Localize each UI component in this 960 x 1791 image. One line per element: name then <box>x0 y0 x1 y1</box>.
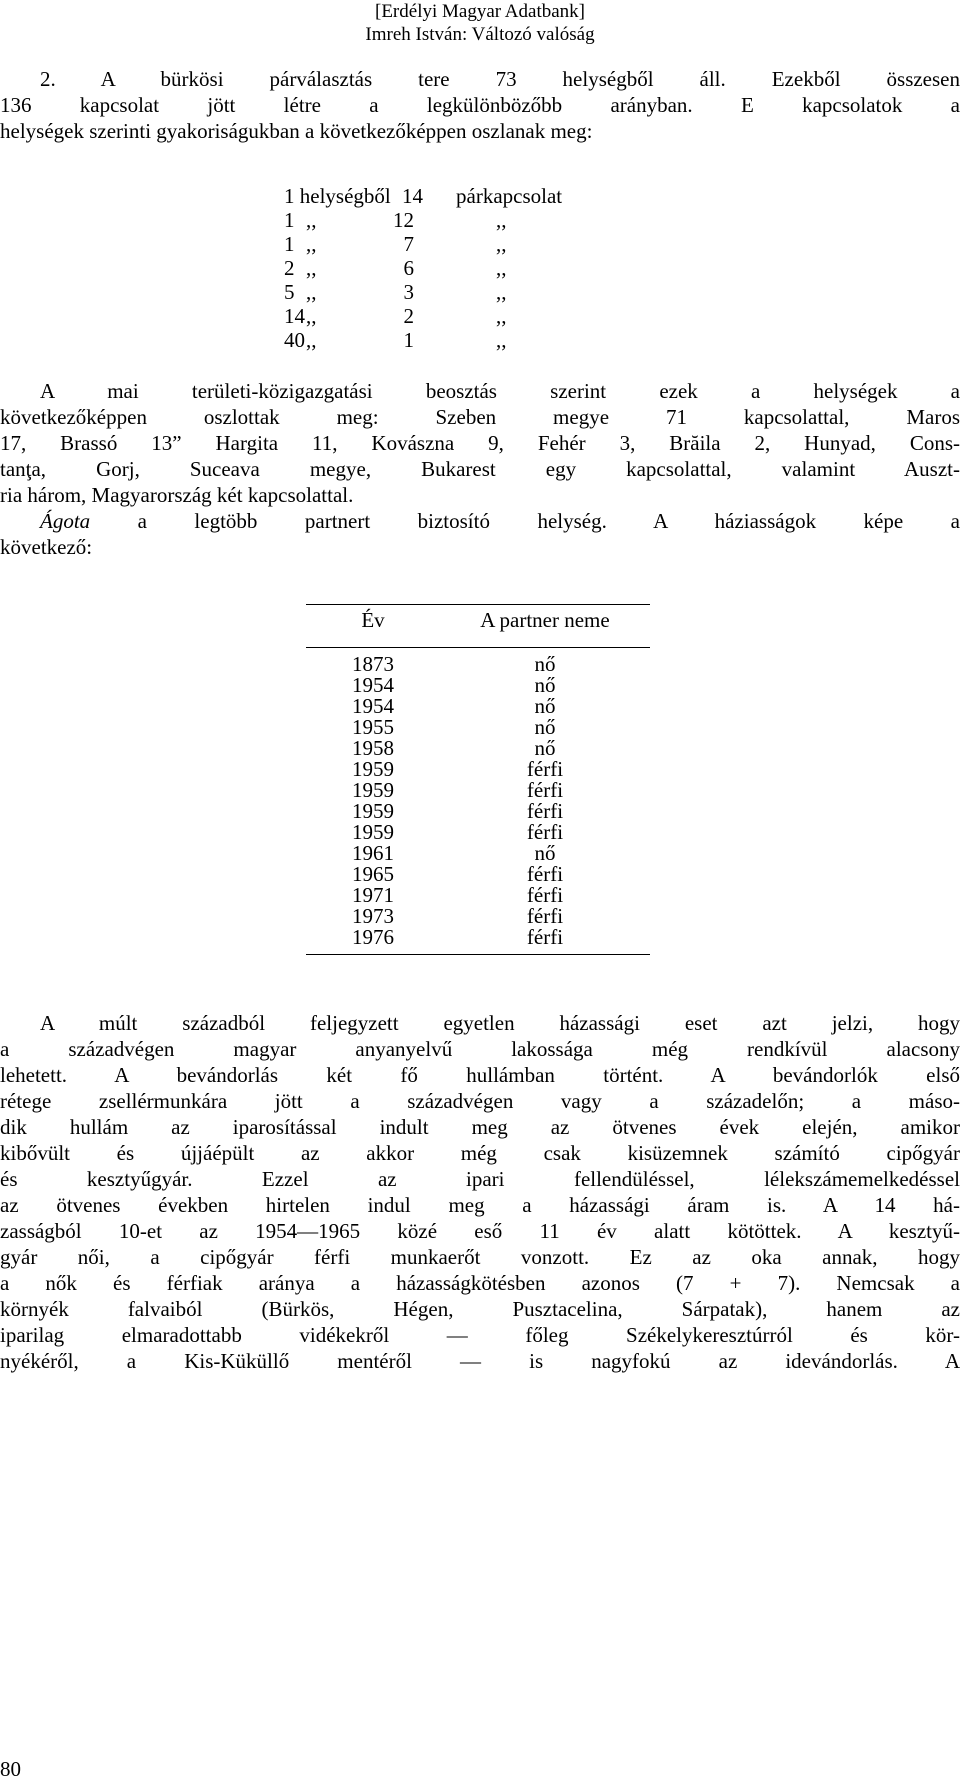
table-cell-year: 1976 <box>352 925 394 949</box>
ditto-mark: ,, <box>306 256 317 280</box>
frequency-row <box>0 232 960 256</box>
frequency-links: 14 <box>402 184 423 208</box>
table-cell-sex: nő <box>534 652 556 676</box>
table-cell-sex: nő <box>534 736 556 760</box>
table-cell-year: 1954 <box>352 694 394 718</box>
text-line: 136 kapcsolat jött létre a legkülönbözőbb arányban. E kapcsolatok a <box>0 93 960 117</box>
text-line: helységek szerinti gyakoriságukban a következőképpen oszlanak meg: <box>0 119 593 143</box>
text-line: iparilag elmaradottabb vidékekről — főleg Székelykeresztúrról és kör- <box>0 1323 960 1347</box>
page-header <box>0 0 960 46</box>
table-cell-sex: férfi <box>526 904 564 928</box>
frequency-row <box>0 208 960 232</box>
frequency-row <box>0 280 960 304</box>
frequency-count: 5 <box>284 280 295 304</box>
table-top-rule <box>306 604 650 605</box>
text-line: következőképpen oszlottak meg: Szeben megye 71 kapcsolattal, Maros <box>0 405 960 429</box>
paragraph-4 <box>0 1010 960 1374</box>
column-header-year: Év <box>361 608 385 632</box>
table-header-rule <box>306 647 650 648</box>
table-cell-year: 1954 <box>352 673 394 697</box>
frequency-header <box>0 184 960 208</box>
frequency-row <box>0 304 960 328</box>
table-cell-year: 1959 <box>352 820 394 844</box>
table-bottom-rule <box>306 954 650 955</box>
table-cell-sex: férfi <box>526 862 564 886</box>
text-line: gyár női, a cipőgyár férfi munkaerőt vonzott. Ez az oka annak, hogy <box>0 1245 960 1269</box>
column-header-sex: A partner neme <box>480 608 610 632</box>
frequency-count: 1 helységből <box>284 184 391 208</box>
frequency-count: 1 <box>284 208 295 232</box>
table-cell-year: 1873 <box>352 652 394 676</box>
table-cell-sex: nő <box>534 841 556 865</box>
ditto-mark: ,, <box>496 328 507 352</box>
frequency-links: 6 <box>403 256 414 280</box>
text-line: kibővült és újjáépült az akkor még csak kisüzemnek számító cipőgyár <box>0 1141 960 1165</box>
ditto-mark: ,, <box>496 304 507 328</box>
table-cell-year: 1959 <box>352 757 394 781</box>
paragraph-2 <box>0 378 960 508</box>
text-line: A mai területi-közigazgatási beosztás szerint ezek a helységek a <box>40 379 960 403</box>
table-cell-year: 1959 <box>352 799 394 823</box>
frequency-count: 2 <box>284 256 295 280</box>
text-line <box>0 508 960 534</box>
table-cell-sex: férfi <box>526 925 564 949</box>
frequency-count: 40 <box>284 328 305 352</box>
text-line: dik hullám az iparosítással indult meg az ötvenes évek elején, amikor <box>0 1115 960 1139</box>
text-line: nyékéről, a Kis-Küküllő mentéről — is nagyfokú az idevándorlás. A <box>0 1349 960 1373</box>
table-cell-sex: férfi <box>526 883 564 907</box>
frequency-links: 2 <box>403 304 414 328</box>
text-line: rétege zsellérmunkára jött a századvégen vagy a századelőn; a máso- <box>0 1089 960 1113</box>
text-line: a századvégen magyar anyanyelvű lakossága még rendkívül alacsony <box>0 1037 960 1061</box>
table-cell-year: 1959 <box>352 778 394 802</box>
ditto-mark: ,, <box>306 304 317 328</box>
ditto-mark: ,, <box>306 328 317 352</box>
table-cell-sex: nő <box>534 694 556 718</box>
text-line: és kesztyűgyár. Ezzel az ipari fellendüléssel, lélekszámemelkedéssel <box>0 1167 960 1191</box>
text-line: a nők és férfiak aránya a házasságkötésben azonos (7 + 7). Nemcsak a <box>0 1271 960 1295</box>
table-cell-year: 1973 <box>352 904 394 928</box>
text-line: 17, Brassó 13” Hargita 11, Kovászna 9, Fehér 3, Brăila 2, Hunyad, Cons- <box>0 431 960 455</box>
text-line: környék falvaiból (Bürkös, Hégen, Pusztacelina, Sárpatak), hanem az <box>0 1297 960 1321</box>
text-line: zasságból 10-et az 1954—1965 közé eső 11 év alatt kötöttek. A kesztyű- <box>0 1219 960 1243</box>
ditto-mark: ,, <box>496 232 507 256</box>
text-line: következő: <box>0 535 93 559</box>
table-cell-year: 1965 <box>352 862 394 886</box>
frequency-links: 12 <box>393 208 414 232</box>
paragraph-3 <box>0 508 960 560</box>
table-cell-sex: férfi <box>526 778 564 802</box>
text-run: a legtöbb partnert biztosító helység. A háziasságok képe a <box>137 509 960 533</box>
text-line: lehetett. A bevándorlás két fő hullámban történt. A bevándorlók első <box>0 1063 960 1087</box>
frequency-links: 3 <box>403 280 414 304</box>
table-cell-sex: férfi <box>526 757 564 781</box>
frequency-links: 1 <box>403 328 414 352</box>
table-cell-sex: férfi <box>526 820 564 844</box>
ditto-mark: ,, <box>306 208 317 232</box>
ditto-mark: ,, <box>496 280 507 304</box>
italic-place: Ágota <box>40 509 91 533</box>
page-number: 80 <box>0 1757 21 1781</box>
frequency-count: 14 <box>284 304 305 328</box>
header-source: [Erdélyi Magyar Adatbank] <box>375 1 585 22</box>
table-cell-year: 1961 <box>352 841 394 865</box>
table-cell-sex: nő <box>534 715 556 739</box>
ditto-mark: ,, <box>306 280 317 304</box>
table-cell-year: 1958 <box>352 736 394 760</box>
table-cell-year: 1971 <box>352 883 394 907</box>
table-cell-year: 1955 <box>352 715 394 739</box>
table-cell-sex: nő <box>534 673 556 697</box>
text-line: tanţa, Gorj, Suceava megye, Bukarest egy kapcsolattal, valamint Auszt- <box>0 457 960 481</box>
table-cell-sex: férfi <box>526 799 564 823</box>
ditto-mark: ,, <box>306 232 317 256</box>
ditto-mark: ,, <box>496 256 507 280</box>
frequency-list <box>0 184 960 352</box>
header-title: Imreh István: Változó valóság <box>365 24 595 45</box>
frequency-label: párkapcsolat <box>456 184 563 208</box>
ditto-mark: ,, <box>496 208 507 232</box>
frequency-links: 7 <box>403 232 414 256</box>
frequency-row <box>0 256 960 280</box>
text-line: 2. A bürkösi párválasztás tere 73 helységből áll. Ezekből összesen <box>40 67 960 91</box>
text-line: az ötvenes években hirtelen indul meg a házassági áram is. A 14 há- <box>0 1193 960 1217</box>
frequency-count: 1 <box>284 232 295 256</box>
paragraph-1 <box>0 66 960 144</box>
text-line: A múlt századból feljegyzett egyetlen házassági eset azt jelzi, hogy <box>40 1011 960 1035</box>
text-line: ria három, Magyarország két kapcsolattal. <box>0 483 354 507</box>
frequency-row <box>0 328 960 352</box>
